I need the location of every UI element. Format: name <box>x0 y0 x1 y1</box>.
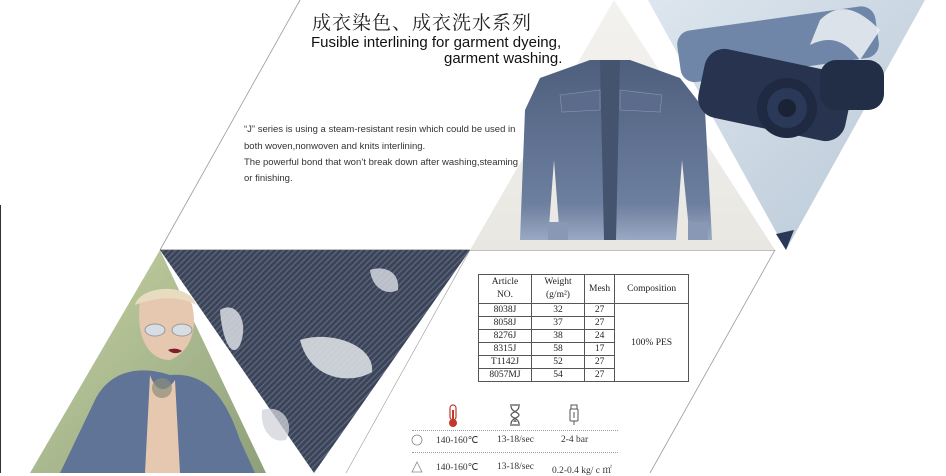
cell-mesh: 27 <box>585 304 615 317</box>
description-line-3: The powerful bond that won’t break down after washing,steaming <box>244 157 519 168</box>
time-value: 13-18/sec <box>497 435 534 445</box>
cell-mesh: 24 <box>585 330 615 343</box>
hourglass-icon <box>508 404 522 426</box>
cell-mesh: 27 <box>585 317 615 330</box>
divider <box>412 452 618 453</box>
title-chinese: 成衣染色、成衣洗水系列 <box>312 12 533 34</box>
description-line-1: “J” series is using a steam-resistant resin which could be used in <box>244 124 516 135</box>
pressure-gauge-icon <box>568 404 580 426</box>
divider <box>412 430 618 431</box>
cell-weight: 38 <box>532 330 585 343</box>
condition-bullet-icon <box>411 461 423 473</box>
header-article: Article NO. <box>479 275 532 304</box>
cell-weight: 52 <box>532 356 585 369</box>
description-line-2: both woven,nonwoven and knits interlining. <box>244 141 426 152</box>
title-english-line-2: garment washing. <box>444 50 563 67</box>
header-mesh: Mesh <box>585 275 615 304</box>
description-line-4: or finishing. <box>244 173 293 184</box>
title-english-line-1: Fusible interlining for garment dyeing, <box>311 34 562 51</box>
cell-composition: 100% PES <box>615 304 689 382</box>
spec-table <box>478 274 689 382</box>
cell-article: 8315J <box>479 343 532 356</box>
table-row <box>479 304 689 317</box>
header-composition: Composition <box>615 275 689 304</box>
cell-article: 8057MJ <box>479 369 532 382</box>
pressure-value: 0.2-0.4 kg/ c ㎡ <box>552 466 612 476</box>
cell-article: 8276J <box>479 330 532 343</box>
cell-weight: 54 <box>532 369 585 382</box>
cell-weight: 32 <box>532 304 585 317</box>
cell-mesh: 27 <box>585 369 615 382</box>
time-value: 13-18/sec <box>497 462 534 472</box>
cell-mesh: 27 <box>585 356 615 369</box>
temp-value: 140-160℃ <box>436 463 479 473</box>
cell-article: 8058J <box>479 317 532 330</box>
thermometer-icon <box>444 404 462 428</box>
pressure-value: 2-4 bar <box>561 435 589 445</box>
cell-article: 8038J <box>479 304 532 317</box>
header-weight: Weight (g/m²) <box>532 275 585 304</box>
spec-table-header <box>479 275 689 304</box>
condition-bullet-icon <box>411 434 423 446</box>
temp-value: 140-160℃ <box>436 436 479 446</box>
cell-weight: 37 <box>532 317 585 330</box>
cell-mesh: 17 <box>585 343 615 356</box>
cell-article: T1142J <box>479 356 532 369</box>
cell-weight: 58 <box>532 343 585 356</box>
